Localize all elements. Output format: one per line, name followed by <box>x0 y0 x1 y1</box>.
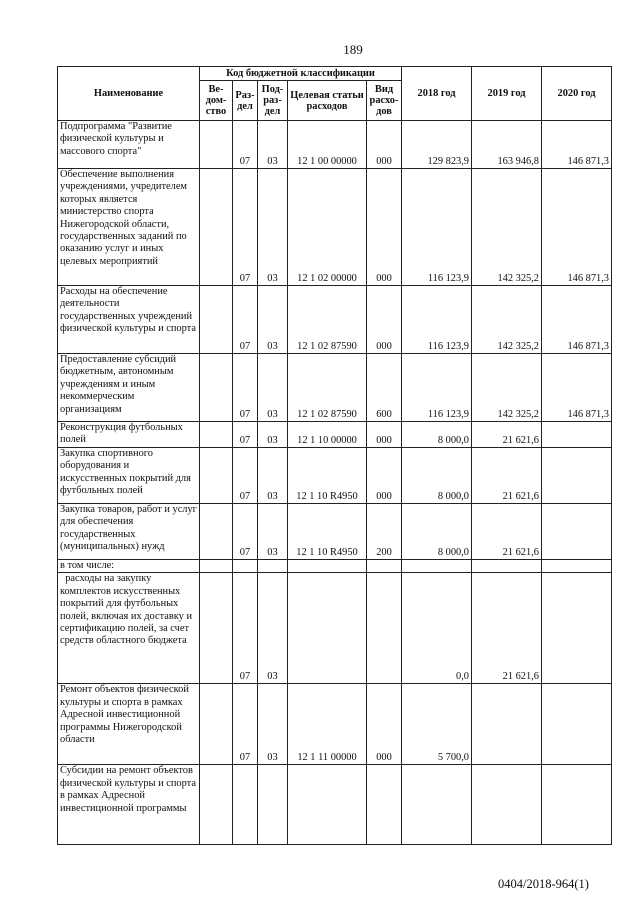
row-amount-2018 <box>402 560 472 573</box>
row-vedomstvo <box>200 573 233 684</box>
row-vid-rashodov: 000 <box>367 286 402 354</box>
row-amount-2019: 21 621,6 <box>472 573 542 684</box>
row-razdel: 07 <box>233 169 258 286</box>
table-row <box>58 422 612 448</box>
footer-code: 0404/2018-964(1) <box>498 877 589 891</box>
row-amount-2019: 142 325,2 <box>472 286 542 354</box>
row-vedomstvo <box>200 422 233 448</box>
row-podrazdel <box>258 560 288 573</box>
table-row <box>58 684 612 765</box>
row-amount-2020 <box>542 573 612 684</box>
table-row <box>58 504 612 560</box>
row-podrazdel: 03 <box>258 354 288 422</box>
row-amount-2020 <box>542 560 612 573</box>
row-celevaya-statya <box>288 765 367 845</box>
row-amount-2018: 116 123,9 <box>402 354 472 422</box>
row-vedomstvo <box>200 560 233 573</box>
row-razdel: 07 <box>233 504 258 560</box>
row-podrazdel: 03 <box>258 169 288 286</box>
table-row <box>58 573 612 684</box>
header-vid-rashodov: Вид расхо-дов <box>367 81 402 121</box>
row-celevaya-statya: 12 1 02 87590 <box>288 286 367 354</box>
row-celevaya-statya <box>288 560 367 573</box>
row-name: Субсидии на ремонт объектов физической культуры и спорта в рамках Адресной инвестиционной программы <box>58 765 200 845</box>
row-name: расходы на закупку комплектов искусственных покрытий для футбольных полей, включая их доставку и сертификацию полей, за счет средств областного бюджета <box>58 573 200 684</box>
row-name: Подпрограмма "Развитие физической культуры и массового спорта" <box>58 121 200 169</box>
row-vedomstvo <box>200 121 233 169</box>
row-celevaya-statya: 12 1 10 00000 <box>288 422 367 448</box>
row-amount-2019: 142 325,2 <box>472 169 542 286</box>
row-amount-2018: 129 823,9 <box>402 121 472 169</box>
row-name: Предоставление субсидий бюджетным, автономным учреждениям и иным некоммерческим организациям <box>58 354 200 422</box>
row-celevaya-statya: 12 1 02 87590 <box>288 354 367 422</box>
row-razdel: 07 <box>233 422 258 448</box>
table-row <box>58 560 612 573</box>
row-amount-2020 <box>542 504 612 560</box>
row-vid-rashodov: 600 <box>367 354 402 422</box>
row-name: Обеспечение выполнения учреждениями, учредителем которых является министерство спорта Нижегородской области, государственных заданий по оказанию услуг и иных целевых мероприятий <box>58 169 200 286</box>
row-vid-rashodov: 000 <box>367 169 402 286</box>
row-amount-2020 <box>542 765 612 845</box>
header-celevaya-statya: Целевая статьи расходов <box>288 81 367 121</box>
row-amount-2019: 142 325,2 <box>472 354 542 422</box>
row-name: Закупка спортивного оборудования и искусственных покрытий для футбольных полей <box>58 448 200 504</box>
row-amount-2020 <box>542 422 612 448</box>
header-2020: 2020 год <box>542 67 612 121</box>
row-celevaya-statya <box>288 573 367 684</box>
row-razdel: 07 <box>233 448 258 504</box>
row-podrazdel: 03 <box>258 573 288 684</box>
header-razdel: Раз-дел <box>233 81 258 121</box>
row-celevaya-statya: 12 1 10 R4950 <box>288 448 367 504</box>
row-amount-2018: 8 000,0 <box>402 448 472 504</box>
table-row <box>58 448 612 504</box>
table-row <box>58 765 612 845</box>
row-amount-2019: 21 621,6 <box>472 422 542 448</box>
row-vid-rashodov: 000 <box>367 448 402 504</box>
row-podrazdel: 03 <box>258 286 288 354</box>
row-celevaya-statya: 12 1 00 00000 <box>288 121 367 169</box>
row-amount-2020: 146 871,3 <box>542 354 612 422</box>
row-podrazdel <box>258 765 288 845</box>
row-vedomstvo <box>200 286 233 354</box>
header-budget-classification: Код бюджетной классификации <box>200 67 402 81</box>
row-vid-rashodov <box>367 765 402 845</box>
table-row <box>58 121 612 169</box>
row-razdel: 07 <box>233 354 258 422</box>
row-name: в том числе: <box>58 560 200 573</box>
row-amount-2018: 116 123,9 <box>402 286 472 354</box>
row-podrazdel: 03 <box>258 121 288 169</box>
row-vid-rashodov: 000 <box>367 684 402 765</box>
row-amount-2018: 8 000,0 <box>402 422 472 448</box>
row-vedomstvo <box>200 448 233 504</box>
row-name: Закупка товаров, работ и услуг для обеспечения государственных (муниципальных) нужд <box>58 504 200 560</box>
header-vedomstvo: Ве-дом-ство <box>200 81 233 121</box>
row-vid-rashodov: 000 <box>367 422 402 448</box>
table-row <box>58 354 612 422</box>
row-celevaya-statya: 12 1 02 00000 <box>288 169 367 286</box>
row-name: Расходы на обеспечение деятельности государственных учреждений физической культуры и спорта <box>58 286 200 354</box>
row-razdel: 07 <box>233 286 258 354</box>
row-amount-2020 <box>542 448 612 504</box>
row-vedomstvo <box>200 765 233 845</box>
row-razdel <box>233 560 258 573</box>
row-celevaya-statya: 12 1 11 00000 <box>288 684 367 765</box>
row-amount-2019: 163 946,8 <box>472 121 542 169</box>
row-amount-2019 <box>472 765 542 845</box>
page-number: 189 <box>343 42 363 57</box>
row-amount-2019 <box>472 684 542 765</box>
table-row <box>58 286 612 354</box>
row-razdel: 07 <box>233 573 258 684</box>
header-name: Наименование <box>58 67 200 121</box>
row-amount-2020: 146 871,3 <box>542 169 612 286</box>
row-amount-2018: 5 700,0 <box>402 684 472 765</box>
row-podrazdel: 03 <box>258 684 288 765</box>
row-amount-2019 <box>472 560 542 573</box>
row-vid-rashodov <box>367 560 402 573</box>
row-podrazdel: 03 <box>258 504 288 560</box>
row-razdel: 07 <box>233 684 258 765</box>
row-podrazdel: 03 <box>258 448 288 504</box>
row-vedomstvo <box>200 169 233 286</box>
header-podrazdel: Под-раз-дел <box>258 81 288 121</box>
row-vid-rashodov: 000 <box>367 121 402 169</box>
budget-table <box>57 66 612 845</box>
row-vedomstvo <box>200 354 233 422</box>
row-amount-2018 <box>402 765 472 845</box>
row-razdel: 07 <box>233 121 258 169</box>
row-vid-rashodov <box>367 573 402 684</box>
row-amount-2018: 0,0 <box>402 573 472 684</box>
row-amount-2019: 21 621,6 <box>472 448 542 504</box>
header-2018: 2018 год <box>402 67 472 121</box>
header-2019: 2019 год <box>472 67 542 121</box>
row-amount-2020: 146 871,3 <box>542 121 612 169</box>
row-razdel <box>233 765 258 845</box>
row-amount-2020 <box>542 684 612 765</box>
row-name: Ремонт объектов физической культуры и спорта в рамках Адресной инвестиционной программы Нижегородской области <box>58 684 200 765</box>
row-amount-2019: 21 621,6 <box>472 504 542 560</box>
row-vedomstvo <box>200 504 233 560</box>
row-podrazdel: 03 <box>258 422 288 448</box>
row-vid-rashodov: 200 <box>367 504 402 560</box>
row-amount-2018: 8 000,0 <box>402 504 472 560</box>
row-vedomstvo <box>200 684 233 765</box>
table-row <box>58 169 612 286</box>
row-amount-2020: 146 871,3 <box>542 286 612 354</box>
row-celevaya-statya: 12 1 10 R4950 <box>288 504 367 560</box>
row-name: Реконструкция футбольных полей <box>58 422 200 448</box>
row-amount-2018: 116 123,9 <box>402 169 472 286</box>
